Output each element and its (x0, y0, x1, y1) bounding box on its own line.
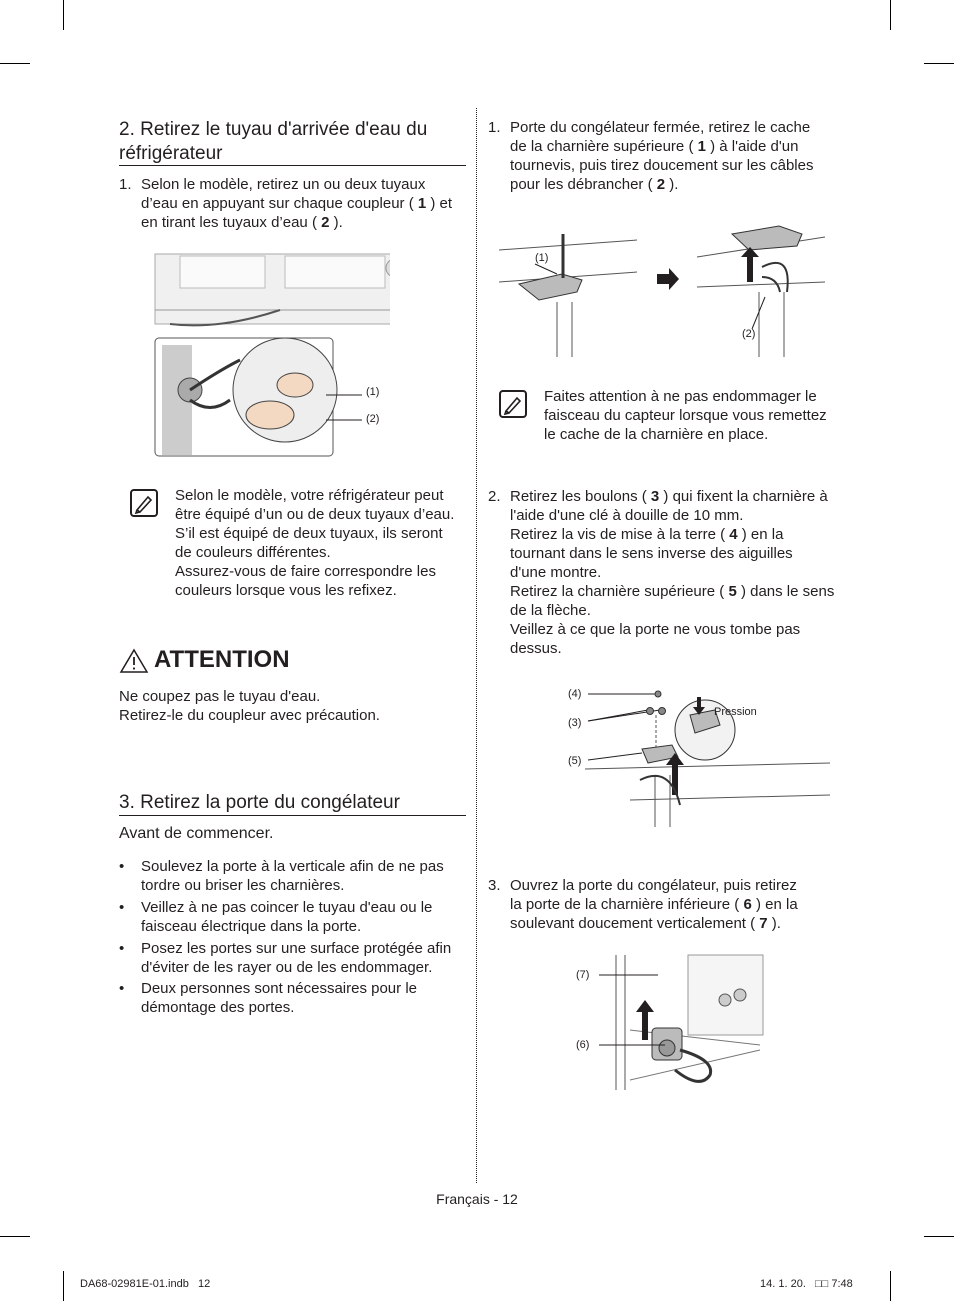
section3-rule (119, 815, 466, 816)
text-line: Selon le modèle, retirez un ou deux tuyaux (141, 176, 426, 193)
file-name: DA68-02981E-01.indb 12 (80, 1278, 211, 1290)
text-line: le cache de la charnière en place. (544, 426, 769, 443)
text-line: Retirez-le du coupleur avec précaution. (119, 707, 380, 724)
bullet-dot: • (119, 899, 125, 916)
crop-mark (63, 0, 64, 30)
crop-mark (924, 63, 954, 64)
page-number: Français - 12 (436, 1191, 518, 1207)
column-divider (476, 108, 477, 1183)
text-line: être équipé d’un ou de deux tuyaux d’eau. (175, 506, 455, 523)
text-line: de couleurs différentes. (175, 544, 331, 561)
fig-label-2: (2) (366, 413, 380, 425)
bullet-dot: • (119, 980, 125, 997)
section2-title-line1: 2. Retirez le tuyau d'arrivée d'eau du (119, 119, 428, 140)
text-line: de la charnière supérieure ( 1 ) à l'aide d'un (510, 138, 799, 155)
crop-mark (0, 63, 30, 64)
text-line: Porte du congélateur fermée, retirez le cache (510, 119, 811, 136)
text-line: pour les débrancher ( 2 ). (510, 176, 679, 193)
fig-label-6: (6) (576, 1039, 590, 1051)
text-line: tournant dans le sens inverse des aiguilles (510, 545, 793, 562)
fig-label-1: (1) (366, 386, 380, 398)
attention-text (119, 687, 380, 725)
section3-subtitle: Avant de commencer. (119, 825, 274, 842)
crop-mark (0, 1236, 30, 1237)
text-line: Ne coupez pas le tuyau d'eau. (119, 688, 321, 705)
print-date: 14. 1. 20. □□ 7:48 (760, 1278, 853, 1290)
crop-mark (890, 1271, 891, 1301)
note-icon (499, 390, 527, 418)
warning-icon (119, 648, 149, 674)
fig-label-2: (2) (742, 328, 756, 340)
note-text (175, 486, 475, 600)
attention-title: ATTENTION (154, 646, 290, 673)
fig-label-3: (3) (568, 717, 582, 729)
fig-label-5: (5) (568, 755, 582, 767)
lower-hinge-figure (570, 950, 765, 1095)
step-number: 3. (488, 877, 501, 894)
bullet-dot: • (119, 940, 125, 957)
crop-mark (890, 0, 891, 30)
fig-label-pression: Pression (714, 706, 757, 718)
text-line: Ouvrez la porte du congélateur, puis retirez (510, 877, 797, 894)
section2-title-line2: réfrigérateur (119, 143, 223, 164)
section2-title (119, 118, 469, 166)
fig-label-4: (4) (568, 688, 582, 700)
text-line: Veillez à ce que la porte ne vous tombe pas (510, 621, 801, 638)
text-line: dessus. (510, 640, 562, 657)
text-line: Selon le modèle, votre réfrigérateur peut (175, 487, 444, 504)
section3-title: 3. Retirez la porte du congélateur (119, 792, 400, 813)
step-number: 2. (488, 488, 501, 505)
text-line: S’il est équipé de deux tuyaux, ils seront (175, 525, 443, 542)
text-line: tournevis, puis tirez doucement sur les câbles (510, 157, 814, 174)
text-line: d’eau en appuyant sur chaque coupleur ( 1 ) et (141, 195, 453, 212)
crop-mark (63, 1271, 64, 1301)
text-line: de la flèche. (510, 602, 591, 619)
text-line: soulevant doucement verticalement ( 7 ). (510, 915, 781, 932)
text-line: Retirez la charnière supérieure ( 5 ) dans le sens (510, 583, 835, 600)
text-line: en tirant les tuyaux d’eau ( 2 ). (141, 214, 343, 231)
water-pipe-figure (150, 250, 390, 460)
text-line: l'aide d'une clé à douille de 10 mm. (510, 507, 744, 524)
fig-label-1: (1) (535, 252, 549, 264)
text-line: Faites attention à ne pas endommager le (544, 388, 817, 405)
section2-rule (119, 165, 466, 166)
pencil-icon (501, 392, 525, 416)
note-icon (130, 489, 158, 517)
crop-mark (924, 1236, 954, 1237)
text-line: couleurs lorsque vous les refixez. (175, 582, 397, 599)
text-line: la porte de la charnière inférieure ( 6 ) en la (510, 896, 798, 913)
text-line: faisceau du capteur lorsque vous remettez (544, 407, 827, 424)
step-number: 1. (488, 119, 501, 136)
hinge-removal-figure (560, 685, 830, 830)
hinge-cover-figure (497, 222, 827, 362)
pencil-icon (132, 491, 156, 515)
text-line: Retirez les boulons ( 3 ) qui fixent la charnière à (510, 488, 828, 505)
fig-label-7: (7) (576, 969, 590, 981)
step-number: 1. (119, 176, 132, 193)
bullet-dot: • (119, 858, 125, 875)
text-line: Assurez-vous de faire correspondre les (175, 563, 436, 580)
text-line: Retirez la vis de mise à la terre ( 4 ) en la (510, 526, 784, 543)
note-text (544, 387, 844, 444)
text-line: d'une montre. (510, 564, 602, 581)
